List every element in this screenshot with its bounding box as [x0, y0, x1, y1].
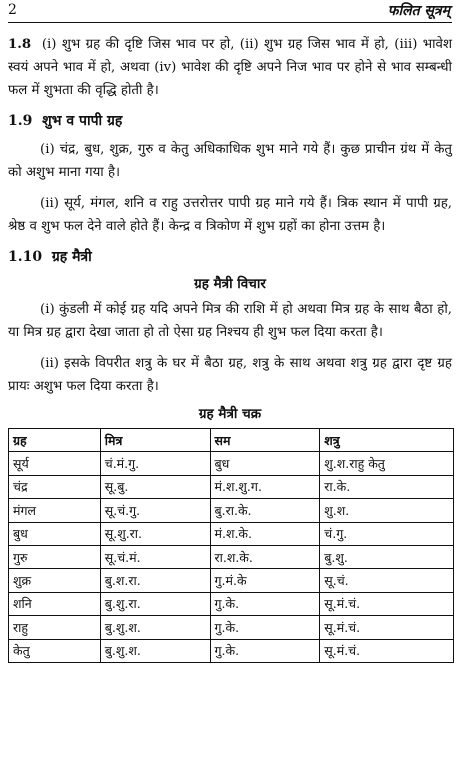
- table-row: [9, 616, 454, 639]
- cell-enemy: बु.शु.: [320, 545, 454, 568]
- cell-planet: राहु: [9, 616, 101, 639]
- header-enemy: शत्रु: [320, 429, 454, 452]
- cell-neutral: बु.रा.के.: [210, 499, 320, 522]
- table-row: [9, 592, 454, 615]
- section-1-9-para-2: (ii) सूर्य, मंगल, शनि व राहु उत्तरोत्तर पापी ग्रह माने गये हैं। त्रिक स्थान में पापी ग्रह, श्रेष्ठ व शुभ फल देने वाले होते हैं। केन्द्र व त्रिकोण में शुभ ग्रहों का होना उत्तम है।: [8, 196, 452, 234]
- cell-planet: शनि: [9, 592, 101, 615]
- cell-planet: सूर्य: [9, 452, 101, 475]
- header-planet: ग्रह: [9, 429, 101, 452]
- page-number: 2: [8, 2, 17, 18]
- table-row: [9, 499, 454, 522]
- cell-friend: चं.मं.गु.: [100, 452, 210, 475]
- cell-neutral: गु.मं.के: [210, 569, 320, 592]
- cell-enemy: सू.मं.चं.: [320, 592, 454, 615]
- section-1-8-number: 1.8: [8, 37, 32, 52]
- cell-planet: केतु: [9, 639, 101, 662]
- table-row: [9, 475, 454, 498]
- cell-enemy: रा.के.: [320, 475, 454, 498]
- cell-friend: सू.चं.गु.: [100, 499, 210, 522]
- section-1-8-text: (i) शुभ ग्रह की दृष्टि जिस भाव पर हो, (ii) शुभ ग्रह जिस भाव में हो, (iii) भावेश स्वयं अपने भाव में हो, अथवा (iv) भावेश की दृष्टि अपने निज भाव पर होने से भाव सम्बन्धी फल में शुभता की वृद्धि होती है।: [8, 37, 452, 98]
- cell-enemy: चं.गु.: [320, 522, 454, 545]
- section-1-9-number: 1.9: [8, 113, 33, 129]
- section-1-8-paragraph: [8, 33, 452, 102]
- table-row: [9, 452, 454, 475]
- header-neutral: सम: [210, 429, 320, 452]
- section-1-10-title: ग्रह मैत्री: [51, 249, 92, 265]
- cell-friend: बु.शु.श.: [100, 639, 210, 662]
- cell-neutral: मं.श.शु.ग.: [210, 475, 320, 498]
- cell-friend: बु.शु.श.: [100, 616, 210, 639]
- table-row: [9, 639, 454, 662]
- cell-enemy: शु.श.राहु केतु: [320, 452, 454, 475]
- cell-planet: गुरु: [9, 545, 101, 568]
- cell-planet: मंगल: [9, 499, 101, 522]
- cell-neutral: गु.के.: [210, 592, 320, 615]
- section-1-10-para-1: (i) कुंडली में कोई ग्रह यदि अपने मित्र की राशि में हो अथवा मित्र ग्रह के साथ बैठा हो, या मित्र ग्रह द्वारा देखा जाता हो तो ऐसा ग्रह निश्चय ही शुभ फल दिया करता है।: [8, 302, 452, 340]
- cell-enemy: सू.मं.चं.: [320, 616, 454, 639]
- table-row: [9, 569, 454, 592]
- section-1-10-para-2: (ii) इसके विपरीत शत्रु के घर में बैठा ग्रह, शत्रु के साथ अथवा शत्रु ग्रह द्वारा दृष्ट ग्रह प्रायः अशुभ फल दिया करता है।: [8, 356, 452, 394]
- cell-friend: सू.बु.: [100, 475, 210, 498]
- cell-enemy: शु.श.: [320, 499, 454, 522]
- cell-neutral: मं.श.के.: [210, 522, 320, 545]
- header-friend: मित्र: [100, 429, 210, 452]
- cell-enemy: सू.मं.चं.: [320, 639, 454, 662]
- section-1-10-subheading: ग्रह मैत्री विचार: [194, 276, 266, 292]
- section-1-10-number: 1.10: [8, 249, 43, 265]
- cell-enemy: सू.चं.: [320, 569, 454, 592]
- section-1-10-heading: [8, 246, 452, 268]
- cell-neutral: बुध: [210, 452, 320, 475]
- friendship-table: [8, 428, 454, 663]
- cell-friend: सू.चं.मं.: [100, 545, 210, 568]
- cell-neutral: गु.के.: [210, 639, 320, 662]
- cell-planet: शुक्र: [9, 569, 101, 592]
- cell-neutral: गु.के.: [210, 616, 320, 639]
- cell-friend: सू.शु.रा.: [100, 522, 210, 545]
- table-header-row: [9, 429, 454, 452]
- cell-friend: बु.शु.रा.: [100, 592, 210, 615]
- table-title: ग्रह मैत्री चक्र: [198, 406, 262, 422]
- header-rule: [8, 22, 452, 23]
- table-row: [9, 545, 454, 568]
- running-title: फलित सूत्रम्: [387, 3, 450, 19]
- cell-planet: बुध: [9, 522, 101, 545]
- table-row: [9, 522, 454, 545]
- section-1-9-heading: [8, 110, 452, 132]
- section-1-9-para-1: (i) चंद्र, बुध, शुक्र, गुरु व केतु अधिकाधिक शुभ माने गये हैं। कुछ प्राचीन ग्रंथ में केतु को अशुभ माना गया है।: [8, 142, 452, 180]
- cell-planet: चंद्र: [9, 475, 101, 498]
- cell-neutral: रा.श.के.: [210, 545, 320, 568]
- page-header: [8, 0, 452, 22]
- cell-friend: बु.श.रा.: [100, 569, 210, 592]
- section-1-9-title: शुभ व पापी ग्रह: [42, 113, 123, 129]
